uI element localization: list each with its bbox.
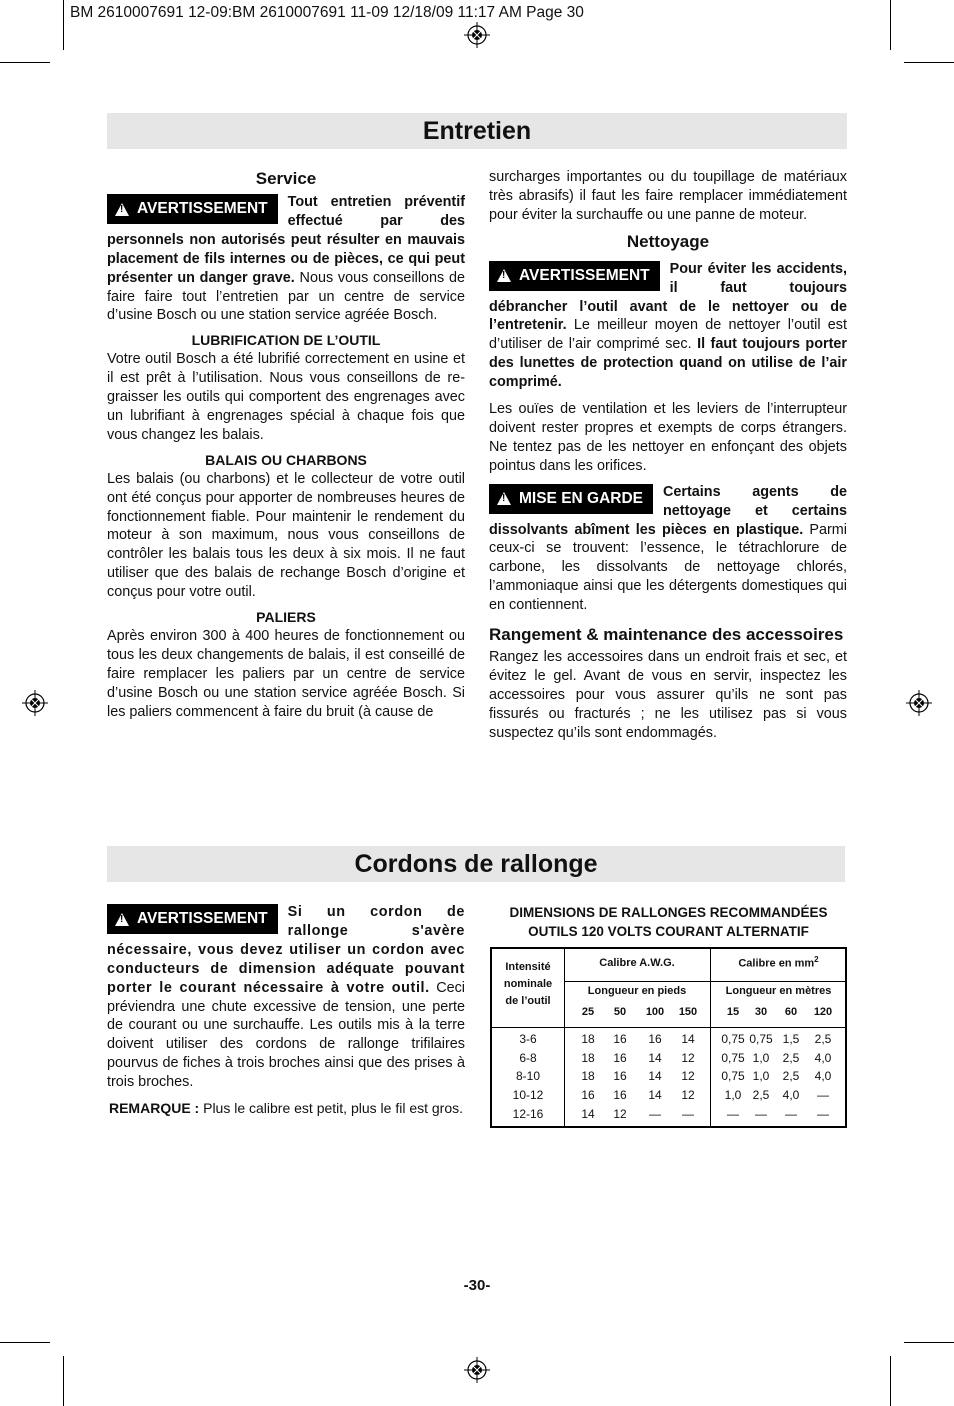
metres-header: Longueur en mètres — [725, 985, 832, 997]
length-header-feet: 25 — [581, 1006, 595, 1018]
mm-cell: 0,75 — [749, 1032, 773, 1046]
registration-mark-icon — [906, 690, 932, 716]
length-header-feet: 100 — [645, 1006, 665, 1018]
mm-cell: 2,5 — [752, 1088, 770, 1103]
rangement-text: Rangez les accessoires dans un endroit frais et sec, et évitez le gel. Avant de vous en servir, inspectez les accessoires pour vous assurer qu’ils ne sont pas fissurés ou fracturés ; ne les utilisez pas si vous suspectez qu’ils sont endommagés. — [489, 649, 847, 741]
awg-cell: 16 — [581, 1088, 595, 1103]
mm-cell: — — [817, 1088, 829, 1103]
length-header-feet: 150 — [678, 1006, 698, 1018]
mm-cell: 4,0 — [814, 1050, 832, 1065]
cordons-left-column — [107, 903, 465, 1118]
intensite-header-line: de l’outil — [505, 995, 551, 1007]
mm-header — [710, 955, 847, 970]
nettoyage-paragraph — [489, 260, 847, 392]
length-header-meters: 120 — [813, 1006, 833, 1018]
nettoyage-bold-1: Pour éviter les accidents, il faut toujours débrancher l’outil avant de le nettoyer ou de l’entretenir. — [489, 260, 847, 334]
awg-cell: 14 — [681, 1032, 695, 1046]
pieds-header: Longueur en pieds — [587, 985, 687, 997]
balais-heading: BALAIS OU CHARBONS — [205, 451, 367, 468]
service-bold: Tout entretien préventif effectué par des personnels non autorisés peut résulter en mauvais placement de fils internes ou de pièces, ce qui peut présenter un danger grave. — [107, 194, 465, 286]
warning-label: AVERTISSEMENT — [137, 200, 268, 217]
caution-badge — [489, 484, 653, 514]
awg-cell: 12 — [681, 1050, 695, 1065]
rangement-heading: Rangement & maintenance des accessoires — [489, 625, 844, 645]
service-paragraph — [107, 193, 465, 325]
table-title — [490, 903, 847, 941]
mm-cell: 2,5 — [782, 1069, 800, 1084]
length-header-feet: 50 — [613, 1006, 627, 1018]
remarque-text: Plus le calibre est petit, plus le fil est gros. — [199, 1100, 464, 1117]
continued-text: surcharges importantes ou du toupillage de matériaux très abrasifs) il faut les faire remplacer immédiatement pour éviter la surchauffe ou une panne de moteur. — [489, 169, 847, 223]
remarque — [107, 1099, 465, 1118]
cordons-bold: Si un cordon de rallonge s'avère nécessaire, vous devez utiliser un cordon avec conducteurs de dimension adéquate pouvant porter le courant nécessaire à votre outil. — [107, 904, 465, 996]
awg-cell: — — [649, 1106, 661, 1121]
remarque-label: REMARQUE : — [108, 1100, 200, 1117]
awg-cell: 18 — [581, 1050, 595, 1065]
amperage-cell: 3-6 — [519, 1032, 537, 1046]
warning-triangle-icon — [497, 492, 511, 505]
warning-badge — [107, 194, 278, 224]
mm-header-text: Calibre en mm — [738, 957, 815, 970]
awg-cell: 18 — [581, 1069, 595, 1084]
intensite-header — [492, 959, 564, 1010]
awg-cell: 16 — [613, 1088, 627, 1103]
warning-label: AVERTISSEMENT — [137, 910, 268, 927]
extension-cord-table — [490, 947, 847, 1128]
warning-badge — [489, 261, 660, 291]
length-header-meters: 30 — [754, 1006, 768, 1018]
mm-cell: 0,75 — [721, 1032, 745, 1046]
paliers-text: Après environ 300 à 400 heures de fonctionnement ou tous les deux changements de balais, il est conseillé de faire remplacer les paliers par un centre de service d’usine Bosch ou une station service agréée Bosch. Si les paliers commencent à faire du bruit (à cause de — [107, 627, 465, 720]
section-banner — [107, 113, 847, 149]
caution-text: Parmi ceux-ci se trouvent: l’essence, le tétrachlorure de carbone, les dissolvants de nettoyage chlorés, l’ammoniaque ainsi que les détergents domestiques qui en contiennent. — [489, 521, 847, 614]
entretien-left-column — [107, 168, 465, 721]
mm-cell: — — [785, 1106, 797, 1121]
entretien-right-column — [489, 168, 847, 743]
lubrification-text: Votre outil Bosch a été lubrifié correctement en usine et il est prêt à l’utilisation. Nous vous conseillons de re-graisser les outils qui comportent des engrenages avec un lubrifiant à engrenages spécial à chaque fois que vous changez les balais. — [107, 351, 465, 443]
awg-cell: 16 — [648, 1032, 662, 1046]
awg-cell: 14 — [648, 1050, 662, 1065]
awg-cell: 12 — [613, 1106, 627, 1121]
mm-cell: 0,75 — [721, 1050, 745, 1065]
cordons-paragraph — [107, 903, 465, 1092]
table-title-line-1: DIMENSIONS DE RALLONGES RECOMMANDÉES — [509, 905, 828, 920]
awg-cell: 14 — [648, 1088, 662, 1103]
section-title: Cordons de rallonge — [354, 850, 598, 878]
mm-cell: 1,5 — [782, 1032, 800, 1046]
amperage-cell: 6-8 — [519, 1050, 537, 1065]
warning-label: AVERTISSEMENT — [519, 266, 650, 284]
awg-cell: 16 — [613, 1032, 627, 1046]
intensite-header-line: nominale — [503, 978, 553, 990]
awg-cell: 14 — [581, 1106, 595, 1121]
awg-cell: 18 — [581, 1032, 595, 1046]
awg-cell: 16 — [613, 1069, 627, 1084]
mm-cell: 0,75 — [721, 1069, 745, 1084]
caution-bold: Certains agents de nettoyage et certains dissolvants abîment les pièces en plastique. — [489, 483, 847, 538]
caution-label: MISE EN GARDE — [519, 489, 644, 507]
registration-mark-icon — [464, 1357, 490, 1383]
mm-header-sup: 2 — [814, 955, 819, 964]
mm-cell: 1,0 — [752, 1069, 770, 1084]
mm-cell: — — [755, 1106, 767, 1121]
paliers-heading: PALIERS — [256, 609, 316, 626]
amperage-cell: 12-16 — [512, 1106, 544, 1121]
registration-mark-icon — [464, 22, 490, 48]
mm-cell: — — [817, 1106, 829, 1121]
page-number: -30- — [463, 1277, 491, 1294]
intensite-header-line: Intensité — [505, 961, 551, 973]
mm-cell: — — [727, 1106, 739, 1121]
warning-triangle-icon — [115, 913, 129, 926]
service-text: Nous vous conseillons de faire faire tout l’entretien par un centre de service d’usine Bosch ou une station service agréée Bosch. — [107, 269, 465, 324]
mm-cell: 1,0 — [724, 1088, 742, 1103]
nettoyage-text-2: Les ouïes de ventilation et les leviers de l’interrupteur doivent rester propres et exempts de corps étrangers. Ne tentez pas de les nettoyer en enfonçant des objets pointus dans les orifices. — [489, 401, 847, 474]
mm-cell: 1,0 — [752, 1050, 770, 1065]
service-heading: Service — [255, 169, 317, 188]
table-title-line-2: OUTILS 120 VOLTS COURANT ALTERNATIF — [528, 924, 809, 939]
awg-cell: — — [682, 1106, 694, 1121]
warning-triangle-icon — [497, 269, 511, 282]
lubrification-heading: LUBRIFICATION DE L’OUTIL — [191, 332, 381, 349]
balais-text: Les balais (ou charbons) et le collecteur de votre outil ont été conçus pour apporter de nombreuses heures de fonctionnement fiable. Pour maintenir le rendement du moteur à son maximum, nous vous conseillons de contrôler les balais tous les deux à six mois. Il ne faut utiliser que des balais de rechange Bosch d’origine et conçus pour votre outil. — [107, 470, 465, 601]
section-title: Entretien — [422, 117, 532, 145]
awg-cell: 12 — [681, 1088, 695, 1103]
registration-mark-icon — [22, 690, 48, 716]
length-header-meters: 60 — [784, 1006, 798, 1018]
nettoyage-bold-2: Il faut toujours porter des lunettes de protection quand on utilise de l’air comprimé. — [489, 336, 847, 391]
cordons-text: Ceci préviendra une chute excessive de tension, une perte de courant ou une surchauffe. Les outils mis à la terre doivent utiliser des cordons de rallonge trifilaires pourvus de fiches à trois broches ainsi que des prises à trois broches. — [107, 979, 465, 1091]
nettoyage-heading: Nettoyage — [626, 231, 710, 251]
mm-cell: 4,0 — [782, 1088, 800, 1103]
awg-cell: 14 — [648, 1069, 662, 1084]
amperage-cell: 10-12 — [512, 1088, 544, 1103]
awg-cell: 12 — [681, 1069, 695, 1084]
warning-triangle-icon — [115, 203, 129, 216]
mm-cell: 2,5 — [814, 1032, 832, 1046]
section-banner — [107, 846, 845, 882]
mm-cell: 4,0 — [814, 1069, 832, 1084]
amperage-cell: 8-10 — [515, 1069, 541, 1084]
nettoyage-text-1: Le meilleur moyen de nettoyer l’outil est d’utiliser de l’air comprimé sec. — [489, 317, 847, 353]
print-header: BM 2610007691 12-09:BM 2610007691 11-09 12/18/09 11:17 AM Page 30 — [70, 4, 584, 21]
awg-cell: 16 — [613, 1050, 627, 1065]
warning-badge — [107, 904, 278, 934]
length-header-meters: 15 — [726, 1006, 740, 1018]
awg-header: Calibre A.W.G. — [599, 957, 675, 969]
caution-paragraph — [489, 483, 847, 615]
mm-cell: 2,5 — [782, 1050, 800, 1065]
